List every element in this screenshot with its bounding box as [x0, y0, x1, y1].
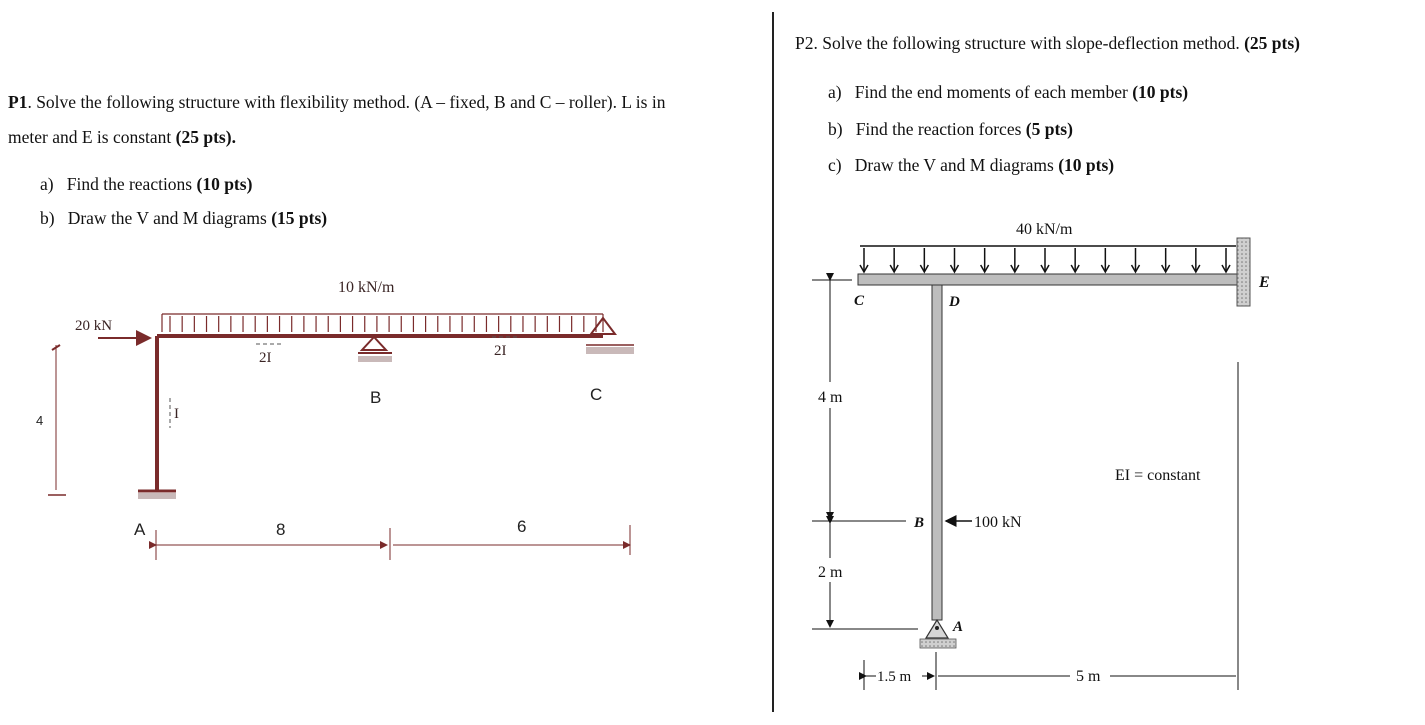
p2-node-b-label: B: [914, 515, 925, 531]
p2-item-a-prefix: a): [828, 82, 842, 102]
p2-item-c-prefix: c): [828, 155, 842, 175]
p2-node-a-label: A: [953, 619, 964, 635]
p2-column-da: [932, 285, 942, 620]
p2-fixed-support-e: [1237, 238, 1250, 306]
p1-span-bc-label: 6: [517, 517, 527, 536]
p2-udl-arrows: [860, 248, 1230, 272]
p2-item-a-points: (10 pts): [1132, 82, 1189, 102]
p1-span-ab-label: 8: [276, 520, 286, 539]
p1-line2-text: meter and E is constant: [8, 127, 172, 147]
p1-height-label: 4: [36, 413, 44, 428]
p2-node-c-label: C: [854, 293, 865, 309]
p1-item-a-text: Find the reactions: [66, 174, 193, 194]
p2-item-c-text: Draw the V and M diagrams: [854, 155, 1054, 175]
p2-item-b-prefix: b): [828, 119, 843, 139]
p1-item-b-prefix: b): [40, 208, 55, 228]
p1-point-load-label: 20 kN: [75, 318, 113, 334]
p2-node-e-label: E: [1259, 274, 1270, 291]
p2-beam-ce: [858, 274, 1238, 285]
p2-pin-support-a: [920, 620, 956, 648]
p2-dim-left-label: 1.5 m: [877, 669, 912, 685]
p1-label: P1: [8, 92, 28, 112]
p2-ei-label: EI = constant: [1115, 467, 1201, 484]
p2-dim-right-label: 5 m: [1076, 668, 1101, 685]
p2-item-a-text: Find the end moments of each member: [854, 82, 1128, 102]
p2-item-c-points: (10 pts): [1058, 155, 1115, 175]
p2-dim-upper-label: 4 m: [818, 389, 843, 406]
p2-dim-lower-label: 2 m: [818, 564, 843, 581]
p2-point-load-label: 100 kN: [974, 514, 1022, 531]
p2-item-b-text: Find the reaction forces: [855, 119, 1022, 139]
p2-node-d-label: D: [949, 294, 960, 310]
p1-inertia-ab: 2I: [259, 350, 272, 366]
p1-support-b-label: B: [370, 388, 382, 407]
p1-inertia-column: I: [174, 406, 179, 422]
p1-item-b-points: (15 pts): [271, 208, 328, 228]
p1-line1-text: . Solve the following structure with flexibility method. (A – fixed, B and C – roller). L is in: [27, 92, 666, 112]
p2-udl: [860, 246, 1236, 272]
p1-item-b-text: Draw the V and M diagrams: [67, 208, 267, 228]
p2-title-text: P2. Solve the following structure with slope-deflection method.: [795, 33, 1240, 53]
p1-udl-label: 10 kN/m: [338, 279, 395, 296]
p1-support-a-label: A: [134, 520, 146, 539]
p1-item-a-prefix: a): [40, 174, 54, 194]
p2-udl-label: 40 kN/m: [1016, 221, 1073, 238]
p1-line2-points: (25 pts).: [175, 127, 236, 147]
p1-inertia-bc: 2I: [494, 343, 507, 359]
p2-item-b-points: (5 pts): [1025, 119, 1073, 139]
p2-title-points: (25 pts): [1244, 33, 1300, 53]
p1-support-c-label: C: [590, 385, 603, 404]
p1-item-a-points: (10 pts): [196, 174, 253, 194]
